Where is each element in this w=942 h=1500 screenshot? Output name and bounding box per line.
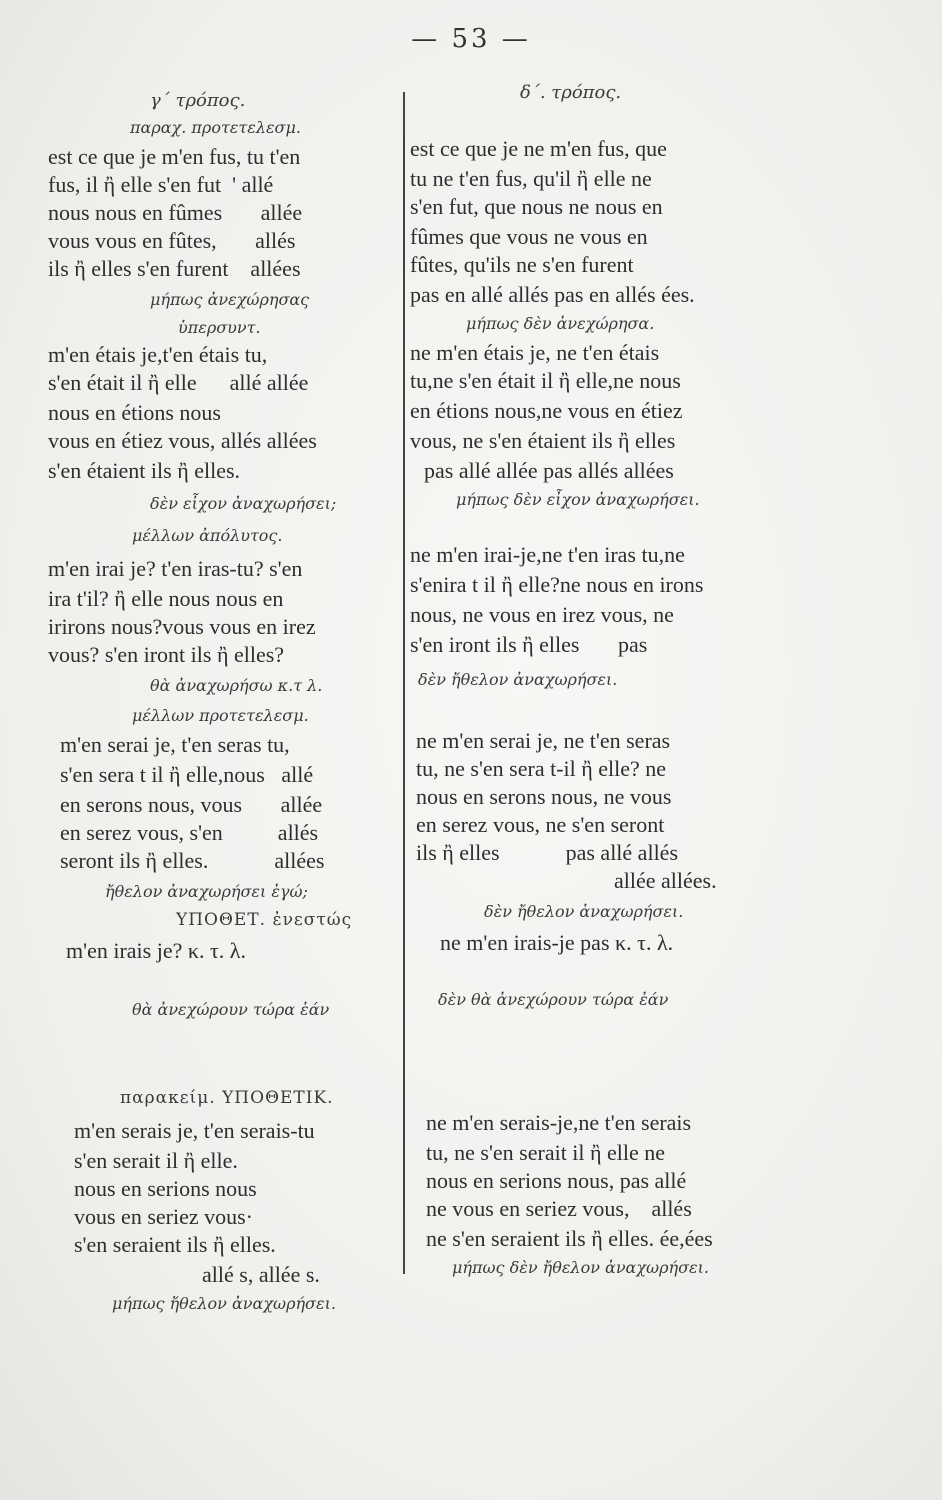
left-conjugation-line: s'en était il ἢ elle allé allée — [48, 370, 309, 395]
right-conjugation-line: en serez vous, ne s'en seront — [416, 812, 665, 837]
left-greek-translation: θὰ ἀναχωρήσω κ.τ λ. — [150, 676, 323, 695]
left-conjugation-line: est ce que je m'en fus, tu t'en — [48, 144, 301, 169]
left-conjugation-line: m'en irais je? κ. τ. λ. — [66, 938, 246, 963]
right-conjugation-line: s'en fut, que nous ne nous en — [410, 194, 663, 219]
left-conjugation-line: nous en serions nous — [74, 1176, 257, 1201]
left-conjugation-line: vous vous en fûtes, allés — [48, 228, 296, 253]
left-conjugation-line: allé s, allée s. — [202, 1262, 320, 1287]
right-conjugation-line: ne m'en serai je, ne t'en seras — [416, 728, 671, 753]
right-conjugation-line: ne s'en seraient ils ἢ elles. ée,ées — [426, 1226, 713, 1251]
left-conjugation-line: s'en sera t il ἢ elle,nous allé — [60, 762, 314, 787]
right-conjugation-line: en étions nous,ne vous en étiez — [410, 398, 683, 423]
right-conjugation-line: nous en serons nous, ne vous — [416, 784, 672, 809]
left-conjugation-line: ils ἢ elles s'en furent allées — [48, 256, 301, 281]
page-number: — 53 — — [411, 24, 531, 54]
right-greek-translation: δὲν θὰ ἀνεχώρουν τώρα ἐάν — [438, 990, 669, 1009]
right-conjugation-line: tu,ne s'en était il ἢ elle,ne nous — [410, 368, 681, 393]
right-conjugation-line: ne m'en étais je, ne t'en étais — [410, 340, 660, 365]
left-conjugation-line: irirons nous?vous vous en irez — [48, 614, 316, 639]
right-conjugation-line: s'enira t il ἢ elle?ne nous en irons — [410, 572, 704, 597]
right-greek-translation: μήπως δὲν ἤθελον ἀναχωρήσει. — [452, 1258, 709, 1277]
left-greek-translation: μήπως ἤθελον ἀναχωρήσει. — [112, 1294, 336, 1313]
right-conjugation-line: tu, ne s'en sera t-il ἢ elle? ne — [416, 756, 667, 781]
left-conjugation-line: vous en étiez vous, allés allées — [48, 428, 317, 453]
right-mood-heading: δ΄. τρόπος. — [520, 82, 622, 103]
left-greek-translation: δὲν εἶχον ἀναχωρήσει; — [150, 494, 337, 513]
left-tense-label: μέλλων ἀπόλυτος. — [132, 526, 283, 545]
left-conjugation-line: seront ils ἢ elles. allées — [60, 848, 325, 873]
left-conjugation-line: m'en étais je,t'en étais tu, — [48, 342, 268, 367]
right-greek-translation: μήπως δὲν εἶχον ἀναχωρήσει. — [456, 490, 700, 509]
right-conjugation-line: ils ἢ elles pas allé allés — [416, 840, 679, 865]
right-conjugation-line: ne m'en serais-je,ne t'en serais — [426, 1110, 692, 1135]
left-tense-label: ΥΠΟΘΕΤ. ἐνεστώς — [176, 910, 353, 930]
left-tense-label: μέλλων προτετελεσμ. — [132, 706, 309, 725]
left-conjugation-line: en serons nous, vous allée — [60, 792, 323, 817]
right-greek-translation: μήπως δὲν ἀνεχώρησα. — [466, 314, 655, 333]
left-conjugation-line: vous en seriez vous· — [74, 1204, 254, 1229]
right-conjugation-line: est ce que je ne m'en fus, que — [410, 136, 667, 161]
right-conjugation-line: ne m'en irais-je pas κ. τ. λ. — [440, 930, 674, 955]
right-conjugation-line: tu ne t'en fus, qu'il ἢ elle ne — [410, 166, 652, 191]
left-conjugation-line: nous nous en fûmes allée — [48, 200, 303, 225]
right-conjugation-line: pas allé allée pas allés allées — [424, 458, 674, 483]
right-conjugation-line: ne vous en seriez vous, allés — [426, 1196, 692, 1221]
left-mood-heading: γ΄ τρόπος. — [150, 90, 246, 111]
right-conjugation-line: allée allées. — [614, 868, 717, 893]
left-conjugation-line: s'en seraient ils ἢ elles. — [74, 1232, 276, 1257]
right-conjugation-line: tu, ne s'en serait il ἢ elle ne — [426, 1140, 666, 1165]
left-tense-label: παραχ. προτετελεσμ. — [130, 118, 301, 137]
left-conjugation-line: ira t'il? ἢ elle nous nous en — [48, 586, 284, 611]
right-conjugation-line: nous, ne vous en irez vous, ne — [410, 602, 674, 627]
right-conjugation-line: ne m'en irai-je,ne t'en iras tu,ne — [410, 542, 685, 567]
left-tense-label: ὑπερσυντ. — [178, 318, 261, 337]
right-conjugation-line: s'en iront ils ἢ elles pas — [410, 632, 648, 657]
left-conjugation-line: s'en étaient ils ἢ elles. — [48, 458, 241, 483]
right-conjugation-line: vous, ne s'en étaient ils ἢ elles — [410, 428, 676, 453]
left-conjugation-line: nous en étions nous — [48, 400, 221, 425]
right-conjugation-line: pas en allé allés pas en allés ées. — [410, 282, 695, 307]
right-conjugation-line: fûmes que vous ne vous en — [410, 224, 648, 249]
left-greek-translation: μήπως ἀνεχώρησας — [150, 290, 310, 309]
left-conjugation-line: m'en serais je, t'en serais-tu — [74, 1118, 315, 1143]
right-greek-translation: δὲν ἤθελον ἀναχωρήσει. — [418, 670, 618, 689]
left-conjugation-line: m'en irai je? t'en iras-tu? s'en — [48, 556, 303, 581]
right-conjugation-line: fûtes, qu'ils ne s'en furent — [410, 252, 634, 277]
right-greek-translation: δὲν ἤθελον ἀναχωρήσει. — [484, 902, 684, 921]
right-conjugation-line: nous en serions nous, pas allé — [426, 1168, 687, 1193]
left-tense-label: παρακείμ. ΥΠΟΘΕΤΙΚ. — [120, 1088, 334, 1108]
left-conjugation-line: fus, il ἢ elle s'en fut ' allé — [48, 172, 274, 197]
left-greek-translation: θὰ ἀνεχώρουν τώρα ἐάν — [132, 1000, 330, 1019]
left-greek-translation: ἤθελον ἀναχωρήσει ἐγώ; — [105, 882, 308, 901]
left-conjugation-line: en serez vous, s'en allés — [60, 820, 319, 845]
left-conjugation-line: m'en serai je, t'en seras tu, — [60, 732, 290, 757]
left-conjugation-line: vous? s'en iront ils ἢ elles? — [48, 642, 285, 667]
left-conjugation-line: s'en serait il ἢ elle. — [74, 1148, 238, 1173]
column-divider — [403, 92, 405, 1274]
